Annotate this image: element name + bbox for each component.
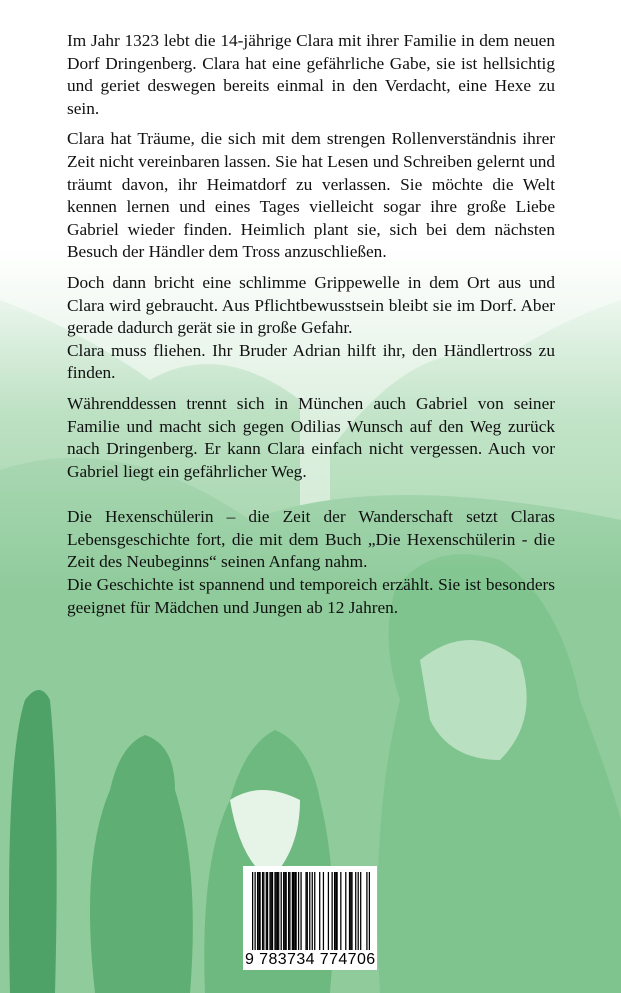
blurb-paragraph-3-part-1: Doch dann bricht eine schlimme Grippewelle in dem Ort aus und Clara wird gebraucht. Aus Pflichtbewusstsein bleibt sie im Dorf. Aber gerade dadurch gerät sie in große Gefahr. [67, 272, 555, 338]
barcode-bar [262, 872, 263, 950]
barcode-bar [258, 872, 259, 950]
blurb-paragraph-3-part-2: Clara muss fliehen. Ihr Bruder Adrian hilft ihr, den Händlertross zu finden. [67, 340, 555, 383]
barcode-bar [252, 872, 253, 950]
barcode-bar [283, 872, 284, 950]
barcode-bar [350, 872, 351, 950]
barcode-bar [366, 872, 367, 950]
barcode-bar [340, 872, 341, 950]
barcode-bar [274, 872, 275, 950]
barcode-bar [278, 872, 279, 950]
barcode-bar [294, 872, 295, 950]
barcode-bar [305, 872, 306, 950]
barcode-bars [252, 872, 370, 950]
barcode-bar [286, 872, 287, 950]
barcode-bar [360, 872, 361, 950]
blurb-paragraph-3 [67, 272, 555, 385]
barcode-bar [288, 872, 289, 950]
barcode-bar [284, 872, 285, 950]
barcode-bar [336, 872, 337, 950]
barcode-bar [293, 872, 294, 950]
barcode-bar [314, 872, 315, 950]
blurb-paragraph-5 [67, 506, 555, 619]
barcode-bar [369, 872, 370, 950]
barcode-bar [349, 872, 350, 950]
barcode-bar [312, 872, 313, 950]
back-cover-blurb [67, 30, 555, 627]
barcode-bar [295, 872, 296, 950]
barcode-bar [319, 872, 320, 950]
barcode-bar [267, 872, 268, 950]
barcode-bar [254, 872, 255, 950]
barcode-bar [323, 872, 324, 950]
barcode-bar [272, 872, 273, 950]
barcode-bar [351, 872, 352, 950]
barcode-bar [307, 872, 308, 950]
blurb-paragraph-5-part-2: Die Geschichte ist spannend und temporeich erzählt. Sie ist besonders geeignet für Mädchen und Jungen ab 12 Jahren. [67, 575, 555, 617]
barcode-bar [331, 872, 332, 950]
barcode-bar [269, 872, 270, 950]
barcode-bar [289, 872, 290, 950]
barcode-bar [259, 872, 260, 950]
blurb-paragraph-2: Clara hat Träume, die sich mit dem strengen Rollenverständnis ihrer Zeit nicht vereinbaren lassen. Sie hat Lesen und Schreiben gelernt und träumt davon, ihr Heimatdorf zu verlassen. Sie möchte die Welt kennen lernen und eines Tages vielleicht sogar ihre große Liebe Gabriel wieder finden. Heimlich plant sie, sich bei dem nächsten Besuch der Händler dem Tross anzuschließen. [67, 129, 555, 262]
barcode-bar [335, 872, 336, 950]
barcode-bar [345, 872, 346, 950]
barcode-bar [257, 872, 258, 950]
barcode-bar [328, 872, 329, 950]
barcode-bar [334, 872, 335, 950]
blurb-paragraph-1: Im Jahr 1323 lebt die 14-jährige Clara mit ihrer Familie in dem neuen Dorf Dringenberg. Clara hat eine gefährliche Gabe, sie ist hellsichtig und geriet deswegen bereits einmal in den Verdacht, eine Hexe zu sein. [67, 31, 555, 118]
barcode-bar [263, 872, 264, 950]
barcode-bar [300, 872, 301, 950]
isbn-number: 9 783734 774706 [245, 951, 376, 968]
barcode-bar [292, 872, 293, 950]
barcode-bar [358, 872, 359, 950]
blurb-paragraph-4: Währenddessen trennt sich in München auch Gabriel von seiner Familie und macht sich gegen Odilias Wunsch auf den Weg zurück nach Dringenberg. Er kann Clara einfach nicht vergessen. Auch vor Gabriel liegt ein gefährlicher Weg. [67, 393, 555, 481]
barcode-bar [309, 872, 310, 950]
barcode-bar [271, 872, 272, 950]
isbn-barcode [243, 866, 377, 970]
barcode-bar [298, 872, 299, 950]
blurb-paragraph-5-part-1: Die Hexenschülerin – die Zeit der Wanderschaft setzt Claras Lebensgeschichte fort, die mit dem Buch „Die Hexenschülerin - die Zeit des Neubeginns“ seinen Anfang nahm. [67, 507, 555, 572]
barcode-bar [276, 872, 277, 950]
barcode-bar [277, 872, 278, 950]
barcode-bar [281, 872, 282, 950]
barcode-bar [266, 872, 267, 950]
barcode-bar [355, 872, 356, 950]
